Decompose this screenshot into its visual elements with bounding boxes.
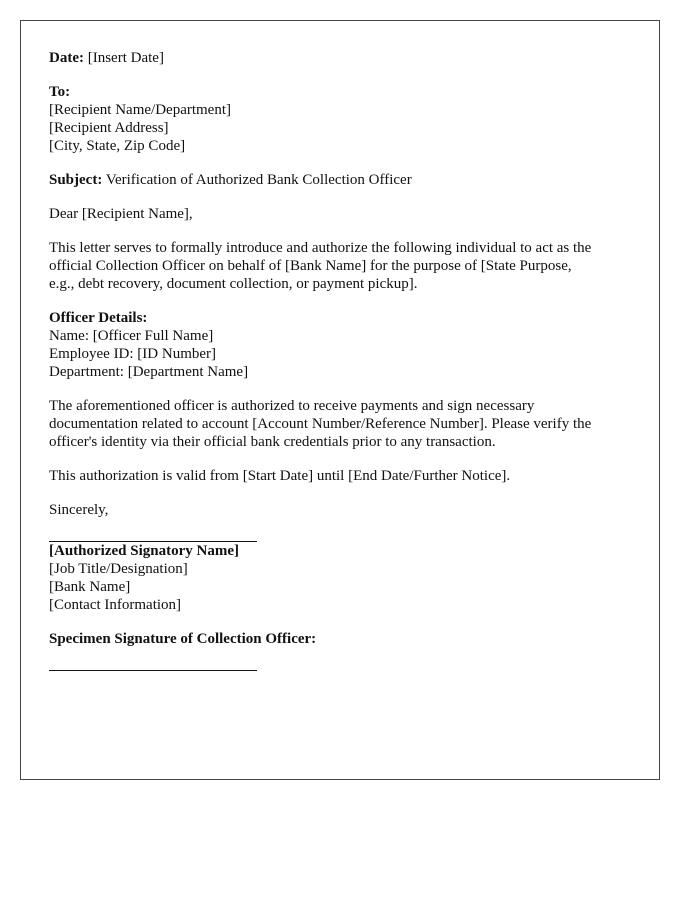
officer-department: Department: [Department Name] bbox=[49, 364, 249, 380]
authority-paragraph bbox=[49, 397, 639, 451]
salutation: Dear [Recipient Name], bbox=[49, 206, 193, 222]
date-label: Date: bbox=[49, 50, 84, 66]
intro-paragraph bbox=[49, 239, 639, 293]
officer-details bbox=[49, 309, 639, 381]
letter-page bbox=[20, 20, 660, 780]
officer-heading: Officer Details: bbox=[49, 310, 148, 326]
signatory-name: [Authorized Signatory Name] bbox=[49, 543, 239, 559]
recipient-address: [Recipient Address] bbox=[49, 120, 169, 136]
subject-line bbox=[49, 171, 639, 189]
signature-space bbox=[49, 519, 639, 541]
recipient-block bbox=[49, 83, 639, 155]
validity-paragraph: This authorization is valid from [Start Date] until [End Date/Further Notice]. bbox=[49, 468, 511, 484]
intro-line: This letter serves to formally introduce and authorize the following individual to act as the bbox=[49, 240, 592, 256]
authority-line: The aforementioned officer is authorized to receive payments and sign necessary bbox=[49, 398, 535, 414]
officer-name: Name: [Officer Full Name] bbox=[49, 328, 214, 344]
specimen-label: Specimen Signature of Collection Officer: bbox=[49, 631, 317, 647]
signatory-block bbox=[49, 542, 639, 614]
letter-body bbox=[49, 49, 639, 671]
signatory-contact: [Contact Information] bbox=[49, 597, 182, 613]
recipient-name: [Recipient Name/Department] bbox=[49, 102, 232, 118]
subject-label: Subject: bbox=[49, 172, 103, 188]
authority-line: officer's identity via their official bank credentials prior to any transaction. bbox=[49, 434, 496, 450]
specimen-signature-space bbox=[49, 648, 639, 670]
signatory-title: [Job Title/Designation] bbox=[49, 561, 188, 577]
subject-value: Verification of Authorized Bank Collection Officer bbox=[105, 172, 412, 188]
signatory-bank: [Bank Name] bbox=[49, 579, 131, 595]
specimen-signature-line bbox=[49, 670, 257, 671]
officer-employee-id: Employee ID: [ID Number] bbox=[49, 346, 217, 362]
date-line bbox=[49, 49, 639, 67]
intro-line: official Collection Officer on behalf of [Bank Name] for the purpose of [State Purpose, bbox=[49, 258, 572, 274]
authority-line: documentation related to account [Account Number/Reference Number]. Please verify the bbox=[49, 416, 592, 432]
intro-line: e.g., debt recovery, document collection, or payment pickup]. bbox=[49, 276, 418, 292]
date-value: [Insert Date] bbox=[87, 50, 164, 66]
closing: Sincerely, bbox=[49, 502, 109, 518]
to-label: To: bbox=[49, 84, 71, 100]
recipient-city: [City, State, Zip Code] bbox=[49, 138, 186, 154]
